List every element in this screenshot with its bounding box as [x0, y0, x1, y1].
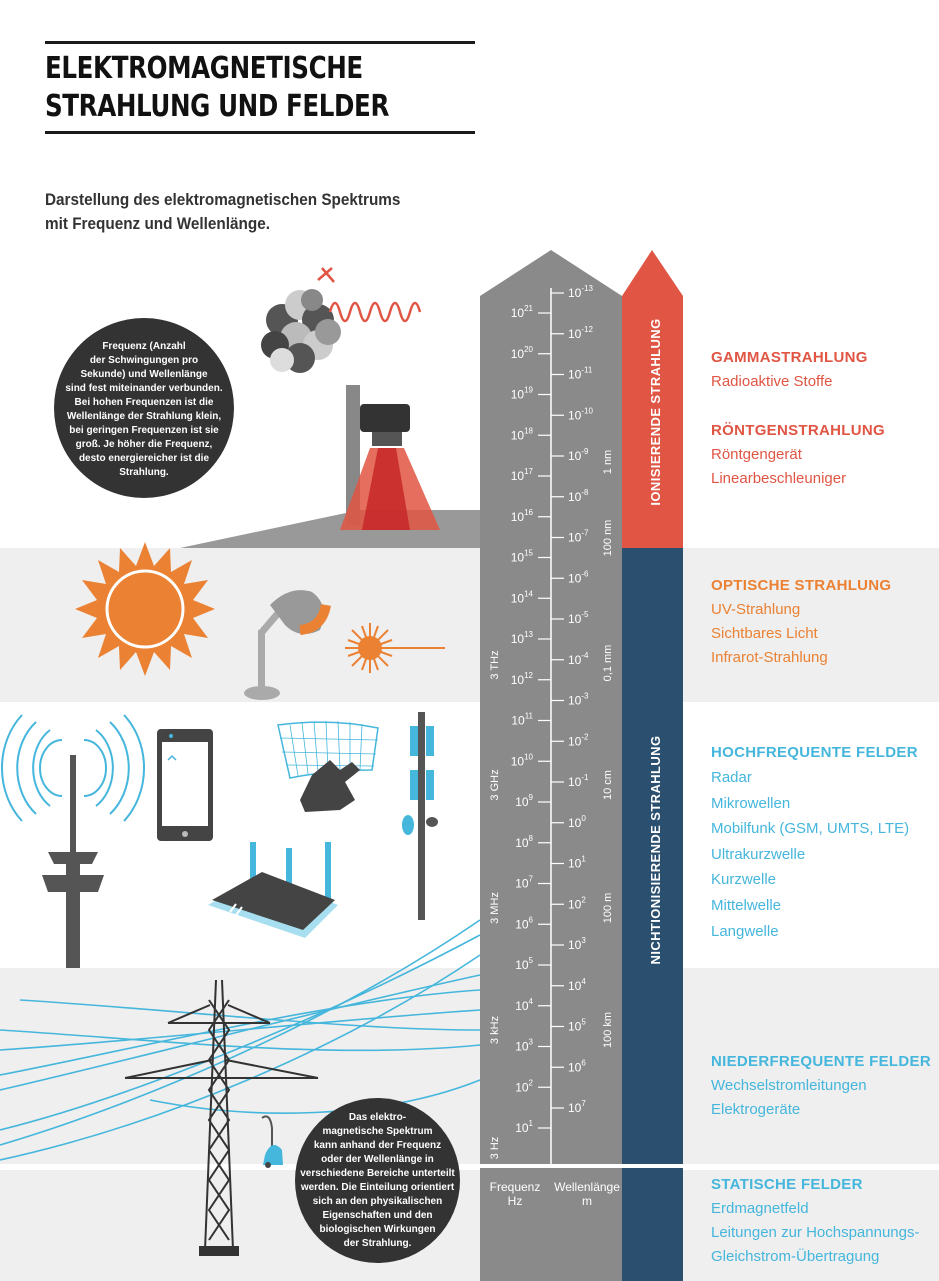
bubble_bottom-line: Das elektro- [348, 1111, 407, 1123]
bubble_top-line: Bei hohen Frequenzen ist die [74, 397, 214, 408]
bubble_bottom-line: magnetische Spektrum [322, 1125, 433, 1137]
category-item: Langwelle [711, 922, 779, 940]
freq-tick-label: $10^9$ [515, 793, 533, 809]
freq-tick-label: $10^5$ [515, 956, 533, 972]
ionizing-label: IONISIERENDE STRAHLUNG [648, 318, 663, 506]
wave-tick-label: $10^{-9}$ [568, 447, 589, 463]
category-4 [711, 1050, 931, 1122]
wave-footer-1: Wellenlänge [554, 1180, 620, 1194]
freq-footer-1: Frequenz [489, 1180, 541, 1194]
category-heading: GAMMASTRAHLUNG [711, 349, 868, 366]
freq-side-label: 3 MHz [489, 892, 501, 924]
nonionizing-label: NICHTIONISIERENDE STRAHLUNG [648, 735, 663, 965]
wave-side-label: 0,1 mm [602, 644, 614, 682]
wave-footer-2: m [582, 1194, 592, 1208]
wave-tick-label: $10^{-3}$ [568, 691, 589, 708]
wave-tick-label: $10^0$ [568, 813, 586, 830]
category-heading: STATISCHE FELDER [711, 1176, 863, 1193]
scale-separator [480, 1164, 622, 1168]
freq-tick-label: $10^{10}$ [510, 752, 533, 769]
bubble_bottom-line: verschiedene Bereiche unterteilt [300, 1167, 455, 1179]
freq-tick-label: $10^1$ [515, 1119, 533, 1135]
freq-tick-label: $10^{20}$ [510, 344, 533, 361]
subtitle-line2: mit Frequenz und Wellenlänge. [45, 214, 270, 233]
category-heading: NIEDERFREQUENTE FELDER [711, 1053, 931, 1070]
wave-tick-label: $10^{-8}$ [568, 487, 589, 504]
wave-tick-label: $10^1$ [568, 854, 586, 871]
wave-tick-label: $10^{-11}$ [568, 365, 593, 382]
category-item: UV-Strahlung [711, 601, 801, 618]
wave-tick-label: $10^{-7}$ [568, 528, 589, 545]
freq-side-label: 3 Hz [489, 1136, 501, 1160]
wave-tick-label: $10^{-10}$ [568, 406, 593, 423]
category-item: Radioaktive Stoffe [711, 373, 833, 390]
freq-side-label: 3 kHz [489, 1015, 501, 1045]
wave-side-label: 10 cm [602, 770, 614, 800]
freq-tick-label: $10^{14}$ [510, 589, 533, 606]
category-heading: OPTISCHE STRAHLUNG [711, 577, 892, 594]
wave-tick-label: $10^{-1}$ [568, 773, 589, 789]
freq-tick-label: $10^{18}$ [510, 426, 533, 443]
freq-tick-label: $10^2$ [515, 1078, 533, 1095]
freq-side-label: 3 THz [489, 650, 501, 680]
category-item: Elektrogeräte [711, 1101, 801, 1118]
bubble_top-line: der Schwingungen pro [89, 355, 199, 366]
category-item: Kurzwelle [711, 871, 777, 889]
bubble_top-line: Sekunde) und Wellenlänge [80, 369, 208, 380]
freq-tick-label: $10^3$ [515, 1037, 533, 1054]
wave-tick-label: $10^{-13}$ [568, 284, 593, 300]
bubble_top-line: groß. Je höher die Frequenz, [75, 439, 213, 450]
category-heading: RÖNTGENSTRAHLUNG [711, 422, 885, 439]
category-item: Linearbeschleuniger [711, 470, 847, 487]
freq-tick-label: $10^{17}$ [510, 467, 533, 483]
category-3 [711, 741, 918, 944]
freq-tick-label: $10^{15}$ [510, 548, 533, 565]
freq-footer-2: Hz [507, 1194, 523, 1208]
freq-tick-label: $10^7$ [515, 874, 533, 891]
wave-side-label: 100 nm [602, 519, 614, 557]
freq-tick-label: $10^{12}$ [510, 670, 533, 687]
page-title-line2: STRAHLUNG UND FELDER [45, 89, 389, 124]
wave-side-label: 100 km [602, 1011, 614, 1049]
wave-tick-label: $10^6$ [568, 1058, 586, 1075]
bubble_bottom-line: biologischen Wirkungen [319, 1223, 436, 1235]
wave-tick-label: $10^7$ [568, 1099, 586, 1115]
bubble_bottom-line: kann anhand der Frequenz [313, 1139, 442, 1151]
category-item: Leitungen zur Hochspannungs- [711, 1224, 920, 1241]
category-item: Ultrakurzwelle [711, 845, 806, 863]
bubble_bottom-line: werden. Die Einteilung orientiert [300, 1181, 455, 1193]
freq-tick-label: $10^4$ [515, 996, 533, 1013]
category-item: Mittelwelle [711, 896, 782, 914]
category-item: Röntgengerät [711, 446, 802, 463]
wave-side-label: 100 m [602, 892, 614, 924]
freq-tick-label: $10^{19}$ [510, 385, 533, 402]
bubble_top-line: sind fest miteinander verbunden. [65, 383, 223, 394]
wave-side-label: 1 nm [602, 449, 614, 475]
bubble_top-line: desto energiereicher ist die [78, 453, 210, 464]
bubble_bottom-line: Eigenschaften und den [322, 1209, 433, 1221]
freq-tick-label: $10^{21}$ [510, 304, 533, 320]
wave-tick-label: $10^3$ [568, 936, 586, 952]
bubble_bottom-line: oder der Wellenlänge in [321, 1153, 434, 1165]
freq-tick-label: $10^8$ [515, 833, 533, 850]
wave-tick-label: $10^2$ [568, 895, 586, 912]
wave-tick-label: $10^{-6}$ [568, 569, 589, 586]
freq-side-label: 3 GHz [489, 769, 501, 801]
bubble_bottom-line: sich an den physikalischen [312, 1195, 443, 1207]
freq-tick-label: $10^{16}$ [510, 507, 533, 524]
subtitle-line1: Darstellung des elektromagnetischen Spektrums [45, 190, 401, 209]
category-2 [711, 574, 891, 670]
freq-tick-label: $10^6$ [515, 915, 533, 932]
bubble_top-line: Frequenz (Anzahl [102, 341, 186, 352]
category-item: Radar [711, 769, 752, 786]
bubble_top-line: Wellenlänge der Strahlung klein, [66, 411, 222, 422]
freq-tick-label: $10^{11}$ [511, 711, 533, 728]
freq-tick-label: $10^{13}$ [510, 630, 533, 646]
bubble_bottom-line: der Strahlung. [343, 1237, 412, 1249]
category-0 [711, 346, 868, 394]
category-1 [711, 419, 885, 491]
wave-tick-label: $10^{-2}$ [568, 732, 589, 749]
category-5 [711, 1173, 919, 1269]
category-item: Gleichstrom-Übertragung [711, 1248, 880, 1265]
page-title-line1: ELEKTROMAGNETISCHE [45, 51, 363, 86]
wave-tick-label: $10^{-12}$ [568, 324, 593, 341]
bubble_top-line: bei geringen Frequenzen ist sie [69, 425, 219, 436]
bubble_top-line: Strahlung. [119, 467, 169, 478]
category-item: Wechselstromleitungen [711, 1077, 867, 1094]
wave-tick-label: $10^{-5}$ [568, 610, 589, 626]
wave-tick-label: $10^4$ [568, 976, 586, 993]
category-item: Mobilfunk (GSM, UMTS, LTE) [711, 820, 910, 838]
category-heading: HOCHFREQUENTE FELDER [711, 744, 918, 761]
category-item: Mikrowellen [711, 794, 791, 812]
category-item: Erdmagnetfeld [711, 1200, 809, 1217]
bar-separator [622, 1164, 683, 1168]
category-item: Sichtbares Licht [711, 625, 818, 642]
wave-tick-label: $10^{-4}$ [568, 650, 589, 667]
category-item: Infrarot-Strahlung [711, 649, 828, 666]
wave-tick-label: $10^5$ [568, 1017, 586, 1034]
